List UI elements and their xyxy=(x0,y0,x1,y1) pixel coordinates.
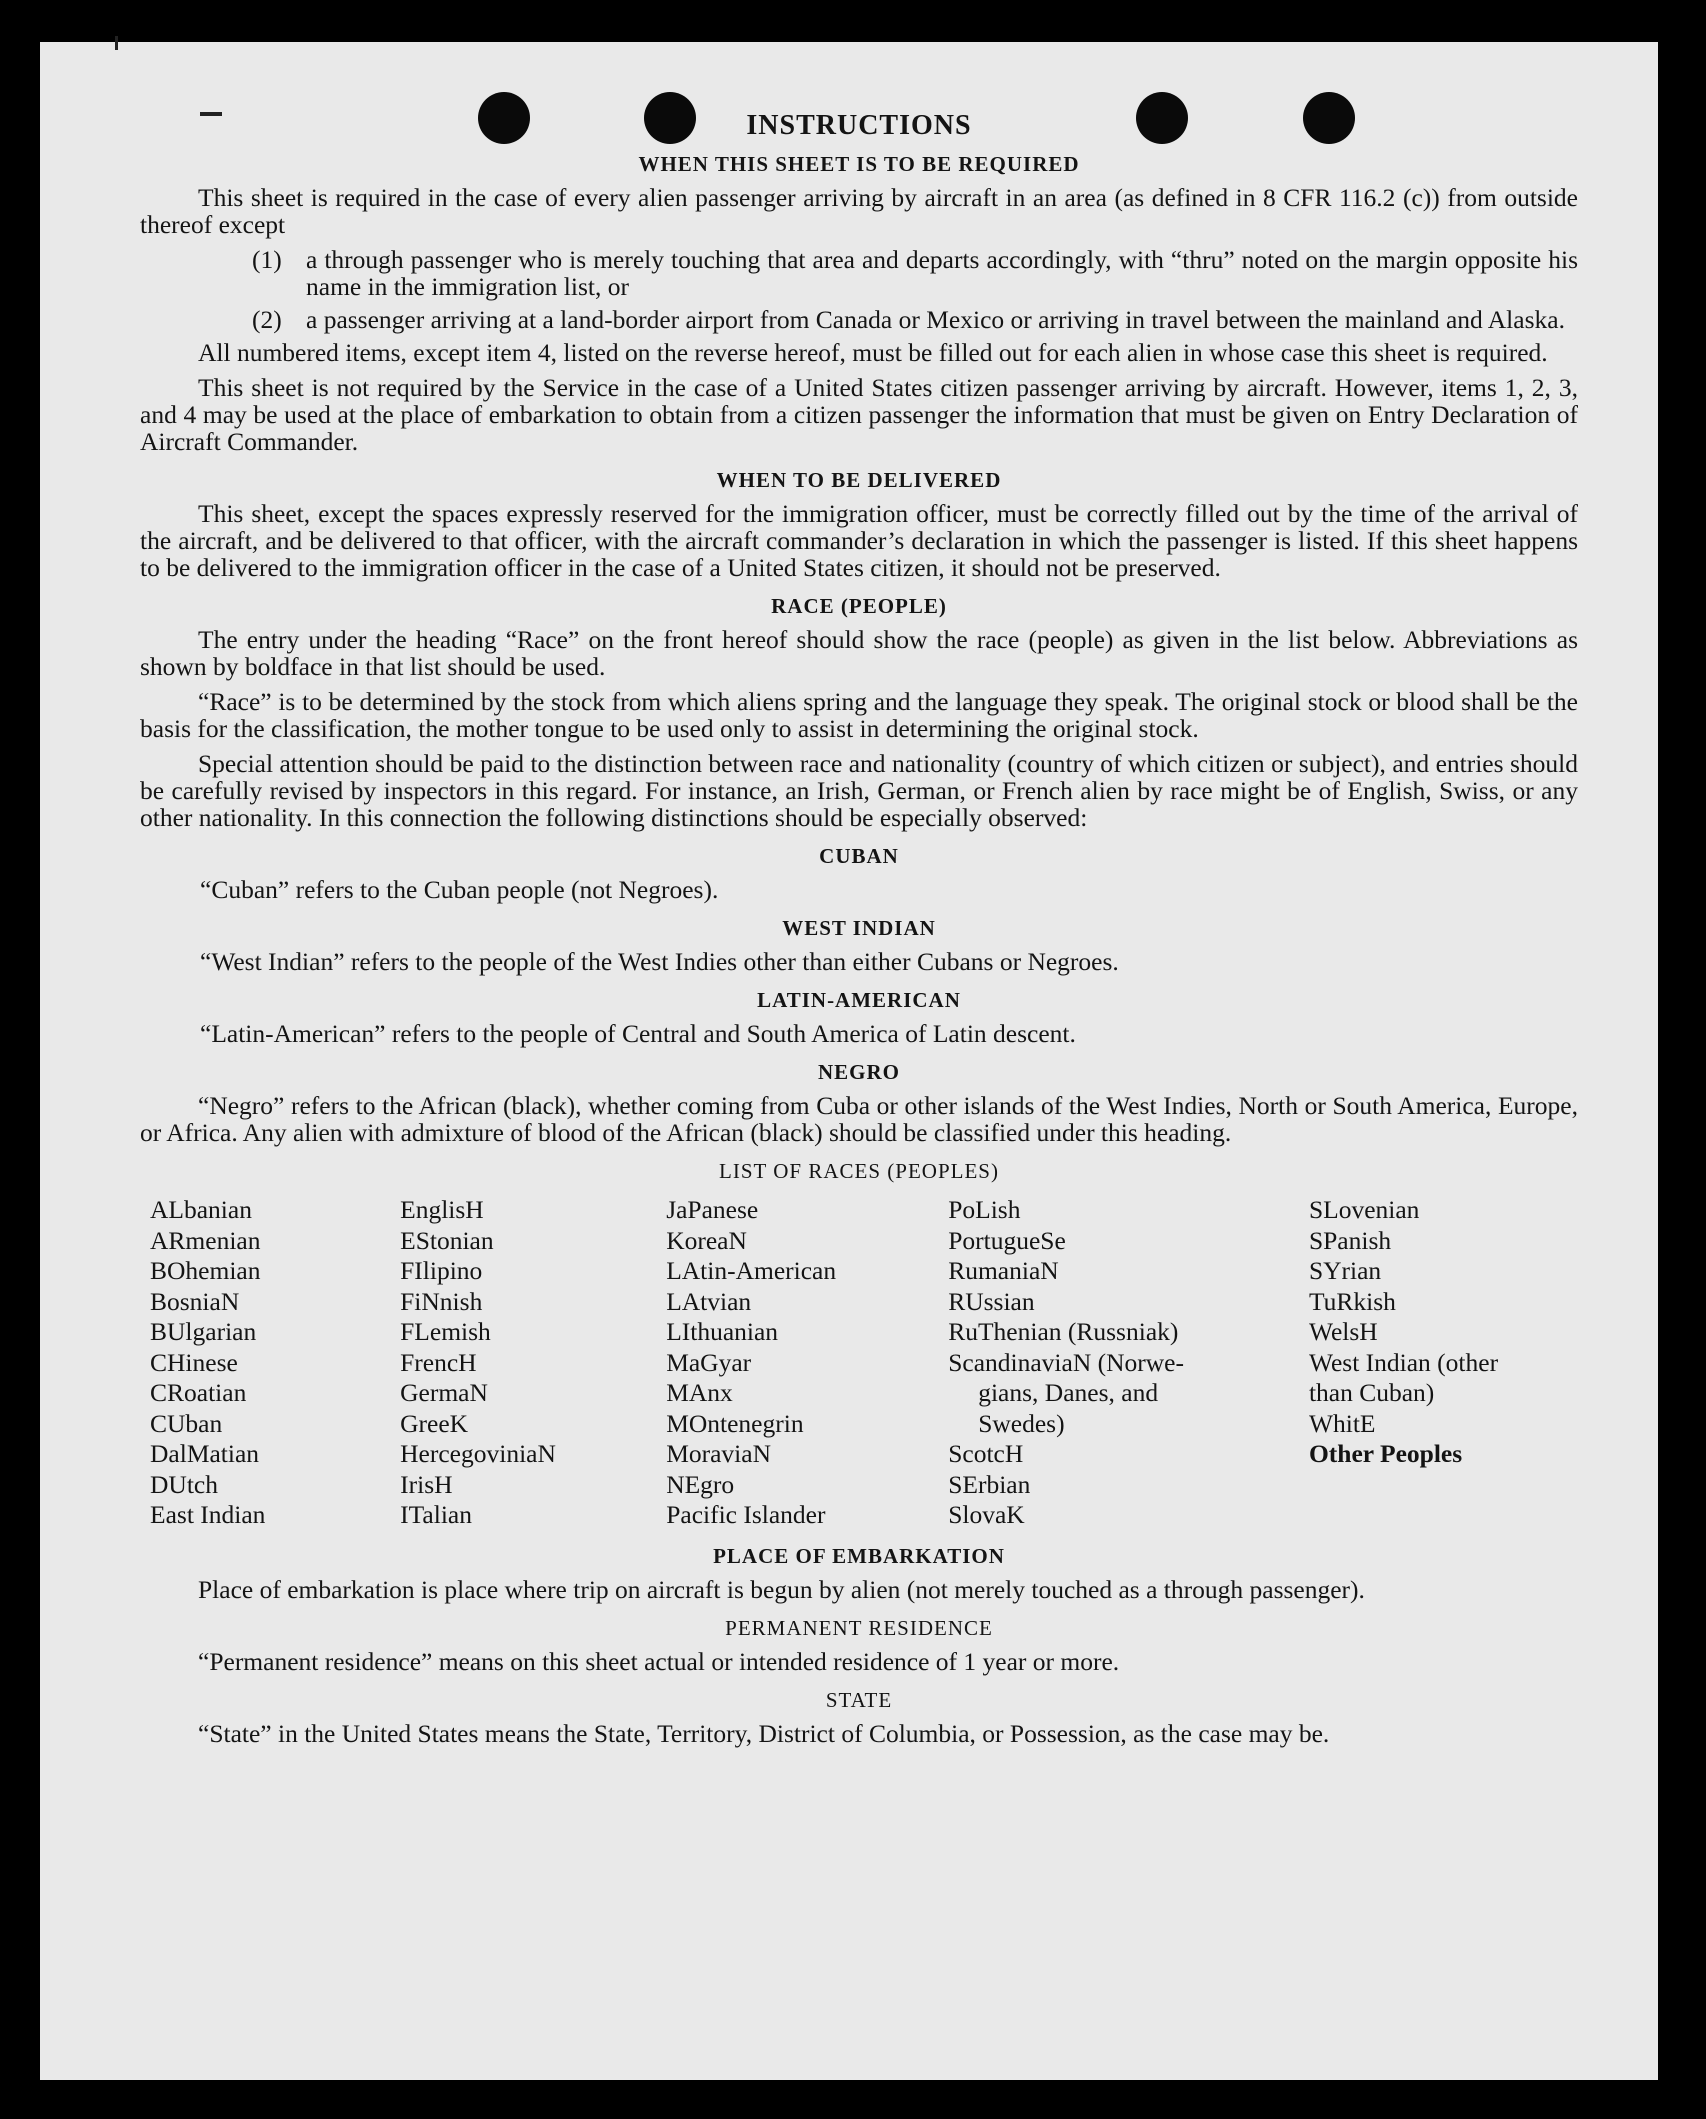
scan-speck xyxy=(115,36,118,50)
paragraph: “Permanent residence” means on this sheet actual or intended residence of 1 year or more. xyxy=(198,1646,1120,1676)
race-entry: than Cuban) xyxy=(1308,1378,1435,1407)
race-entry: SPanish xyxy=(1308,1225,1392,1255)
paragraph: “State” in the United States means the State, Territory, District of Columbia, or Possession, as the case may be. xyxy=(198,1718,1330,1748)
race-entry: LIthuanian xyxy=(666,1317,779,1346)
punch-hole xyxy=(1136,92,1188,144)
race-entry: IrisH xyxy=(400,1469,453,1499)
list-item xyxy=(252,246,1578,300)
race-entry: FLemish xyxy=(400,1317,491,1346)
race-entry: CUban xyxy=(150,1408,223,1438)
section-heading-residence: PERMANENT RESIDENCE xyxy=(725,1615,993,1640)
definition-negro: “Negro” refers to the African (black), whether coming from Cuba or other islands of the West Indies, North or South America, Europe, or Africa. Any alien with admixture of blood of the African (black) should be classified under this heading. xyxy=(140,1091,1578,1147)
race-entry: ARmenian xyxy=(150,1225,261,1255)
race-entry: SlovaK xyxy=(948,1500,1025,1529)
item-text: a through passenger who is merely touching that area and departs accordingly, with “thru” noted on the margin opposite his name in the immigration list, or xyxy=(306,245,1578,301)
punch-hole xyxy=(644,92,696,144)
race-entry: GermaN xyxy=(400,1378,488,1407)
race-entry: EnglisH xyxy=(400,1195,484,1224)
page-title: INSTRUCTIONS xyxy=(746,110,972,141)
race-entry: JaPanese xyxy=(666,1195,759,1224)
race-entry: CRoatian xyxy=(150,1378,247,1407)
race-entry: gians, Danes, and xyxy=(978,1378,1159,1407)
race-column xyxy=(400,1195,666,1531)
race-entry: SLovenian xyxy=(1308,1195,1420,1224)
item-text: a passenger arriving at a land-border airport from Canada or Mexico or arriving in travel between the mainland and Alaska. xyxy=(306,305,1565,334)
race-entry: FIlipino xyxy=(400,1256,483,1285)
section-heading-latin-american: LATIN-AMERICAN xyxy=(757,988,961,1012)
race-entry: BosniaN xyxy=(150,1286,240,1316)
race-entry: PoLish xyxy=(948,1195,1021,1224)
section-heading-west-indian: WEST INDIAN xyxy=(782,916,936,940)
punch-hole xyxy=(1303,92,1355,144)
race-entry: SYrian xyxy=(1308,1256,1382,1285)
race-entry: LAtin-American xyxy=(666,1256,837,1285)
race-entry: DUtch xyxy=(150,1469,218,1499)
race-entry: TuRkish xyxy=(1308,1286,1396,1316)
race-entry: KoreaN xyxy=(666,1225,747,1255)
race-entry: EStonian xyxy=(400,1225,494,1255)
definition-latin-american: “Latin-American” refers to the people of Central and South America of Latin descent. xyxy=(200,1019,1076,1048)
punch-hole xyxy=(478,92,530,144)
section-heading-embarkation: PLACE OF EMBARKATION xyxy=(713,1543,1005,1568)
race-entry: ALbanian xyxy=(150,1195,252,1224)
race-entry: SErbian xyxy=(948,1469,1031,1499)
paragraph: This sheet is required in the case of every alien passenger arriving by aircraft in an area (as defined in 8 CFR 116.2 (c)) from outside thereof except xyxy=(140,183,1578,239)
race-entry: LAtvian xyxy=(666,1286,752,1316)
race-entry: MAnx xyxy=(666,1378,733,1407)
race-entry: East Indian xyxy=(150,1500,266,1529)
race-entry: ScotcH xyxy=(948,1439,1024,1468)
race-entry: HercegoviniaN xyxy=(400,1439,556,1468)
race-entry: BUlgarian xyxy=(150,1317,257,1346)
paragraph: All numbered items, except item 4, listed on the reverse hereof, must be filled out for each alien in whose case this sheet is required. xyxy=(198,338,1548,367)
scan-speck xyxy=(200,112,222,116)
race-column xyxy=(1309,1195,1578,1531)
race-list xyxy=(150,1195,1578,1531)
race-entry: FrencH xyxy=(400,1347,477,1377)
race-column xyxy=(948,1195,1309,1531)
race-column xyxy=(150,1195,400,1531)
race-entry: WelsH xyxy=(1308,1317,1378,1346)
race-entry: NEgro xyxy=(666,1469,735,1499)
race-entry: Other Peoples xyxy=(1308,1439,1463,1468)
race-entry: ScandinaviaN (Norwe- xyxy=(948,1347,1184,1377)
section-heading-negro: NEGRO xyxy=(817,1060,900,1084)
race-entry: Swedes) xyxy=(978,1408,1065,1438)
race-entry: RUssian xyxy=(948,1286,1035,1316)
paragraph: Place of embarkation is place where trip on aircraft is begun by alien (not merely touched as a through passenger). xyxy=(198,1574,1365,1604)
list-item xyxy=(252,306,1578,333)
race-entry: ITalian xyxy=(400,1500,472,1529)
paragraph: Special attention should be paid to the distinction between race and nationality (country of which citizen or subject), and entries should be carefully revised by inspectors in this regard. For instance, an Irish, German, or French alien by race might be of English, Swiss, or any other nationality. In this connection the following distinctions should be especially observed: xyxy=(140,749,1578,832)
section-heading-required: WHEN THIS SHEET IS TO BE REQUIRED xyxy=(638,152,1080,176)
race-entry: MaGyar xyxy=(666,1347,752,1377)
paragraph: The entry under the heading “Race” on the front hereof should show the race (people) as given in the list below. Abbreviations as shown by boldface in that list should be used. xyxy=(140,625,1578,681)
item-number: (2) xyxy=(252,305,282,334)
paragraph: “Race” is to be determined by the stock from which aliens spring and the language they speak. The original stock or blood shall be the basis for the classification, the mother tongue to be used only to assist in determining the original stock. xyxy=(140,687,1578,743)
race-entry: MoraviaN xyxy=(666,1439,771,1468)
paragraph: This sheet is not required by the Service in the case of a United States citizen passenger arriving by aircraft. However, items 1, 2, 3, and 4 may be used at the place of embarkation to obtain from a citizen passenger the information that must be given on Entry Declaration of Aircraft Commander. xyxy=(140,373,1578,456)
race-entry: Pacific Islander xyxy=(666,1500,826,1529)
race-entry: PortugueSe xyxy=(948,1225,1066,1255)
race-entry: RuThenian (Russniak) xyxy=(948,1317,1179,1346)
race-column xyxy=(666,1195,948,1531)
item-number: (1) xyxy=(252,245,282,274)
race-entry: GreeK xyxy=(400,1408,469,1438)
section-heading-race: RACE (PEOPLE) xyxy=(771,594,947,618)
definition-cuban: “Cuban” refers to the Cuban people (not Negroes). xyxy=(200,875,719,904)
section-heading-state: STATE xyxy=(825,1687,893,1712)
race-entry: CHinese xyxy=(150,1347,238,1377)
paragraph: This sheet, except the spaces expressly reserved for the immigration officer, must be correctly filled out by the time of the arrival of the aircraft, and be delivered to that officer, with the aircraft commander’s declaration in which the passenger is listed. If this sheet happens to be delivered to the immigration officer in the case of a United States citizen, it should not be preserved. xyxy=(140,499,1578,582)
race-entry: WhitE xyxy=(1308,1408,1376,1438)
definition-west-indian: “West Indian” refers to the people of the West Indies other than either Cubans or Negroes. xyxy=(200,947,1119,976)
section-heading-delivered: WHEN TO BE DELIVERED xyxy=(716,468,1002,492)
race-entry: DalMatian xyxy=(150,1439,260,1468)
race-entry: FiNnish xyxy=(400,1286,483,1316)
section-heading-cuban: CUBAN xyxy=(819,844,899,868)
race-entry: BOhemian xyxy=(150,1256,261,1285)
race-entry: West Indian (other xyxy=(1308,1347,1499,1377)
section-heading-list: LIST OF RACES (PEOPLES) xyxy=(719,1159,999,1183)
race-entry: MOntenegrin xyxy=(666,1408,804,1438)
race-entry: RumaniaN xyxy=(948,1256,1059,1285)
instruction-sheet xyxy=(40,42,1658,2080)
